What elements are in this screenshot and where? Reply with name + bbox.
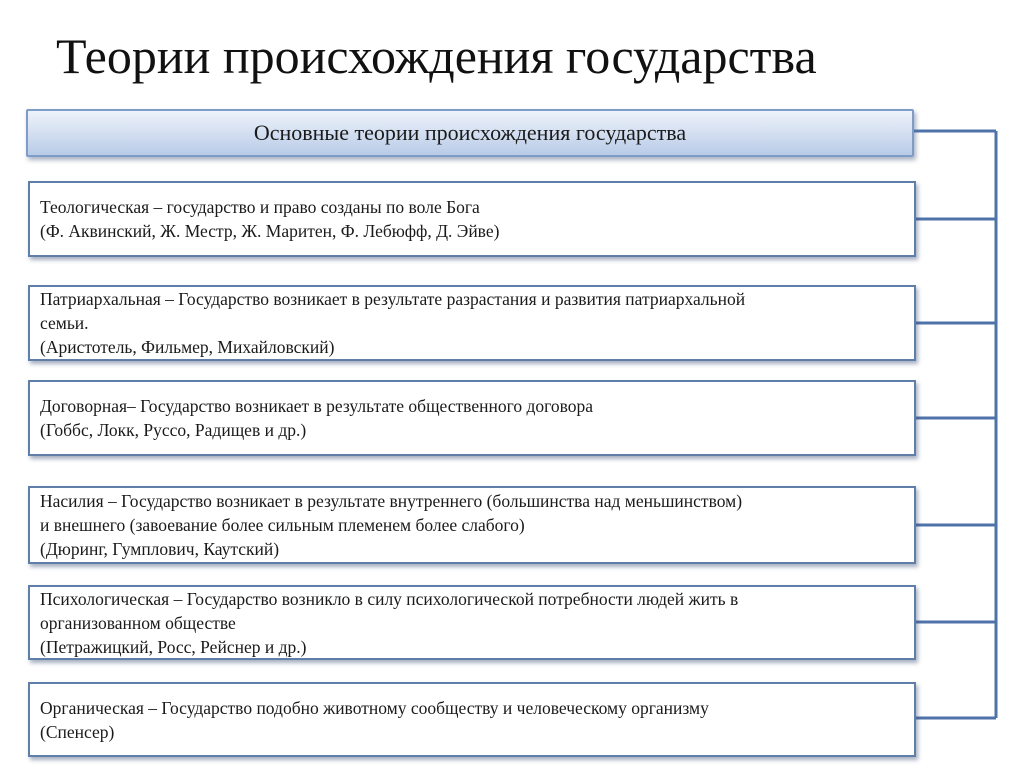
theory-line: Насилия – Государство возникает в результате внутреннего (большинства над меньшинством) xyxy=(40,491,743,511)
main-theories-header xyxy=(26,109,914,157)
slide-title: Теории происхождения государства xyxy=(56,28,817,84)
theory-box-organic xyxy=(28,682,916,757)
theory-line: (Дюринг, Гумплович, Каутский) xyxy=(40,539,280,559)
theory-box-violence xyxy=(28,486,916,564)
theory-line: Патриархальная – Государство возникает в результате разрастания и развития патриархальной xyxy=(40,289,746,309)
main-theories-header-label: Основные теории происхождения государства xyxy=(253,120,687,145)
theory-box-contractual xyxy=(28,380,916,456)
theory-line: (Спенсер) xyxy=(40,721,115,742)
theory-box-patriarchal xyxy=(28,285,916,361)
theory-line: и внешнего (завоевание более сильным племенем более слабого) xyxy=(40,515,525,535)
theory-line: (Аристотель, Фильмер, Михайловский) xyxy=(40,337,335,357)
theory-line: (Гоббс, Локк, Руссо, Радищев и др.) xyxy=(40,420,307,440)
theory-line: Теологическая – государство и право созданы по воле Бога xyxy=(40,197,480,217)
theory-box-psychological xyxy=(28,585,916,660)
theory-line: Органическая – Государство подобно животному сообществу и человеческому организму xyxy=(40,697,709,718)
theory-line: (Петражицкий, Росс, Рейснер и др.) xyxy=(40,636,307,657)
theory-line: (Ф. Аквинский, Ж. Местр, Ж. Маритен, Ф. Лебюфф, Д. Эйве) xyxy=(40,221,500,241)
theory-line: организованном обществе xyxy=(40,612,236,633)
theory-line: Договорная– Государство возникает в результате общественного договора xyxy=(40,396,594,416)
theory-line: семьи. xyxy=(40,313,89,333)
theory-box-theological xyxy=(28,181,916,257)
theory-line: Психологическая – Государство возникло в силу психологической потребности людей жить в xyxy=(40,588,739,609)
